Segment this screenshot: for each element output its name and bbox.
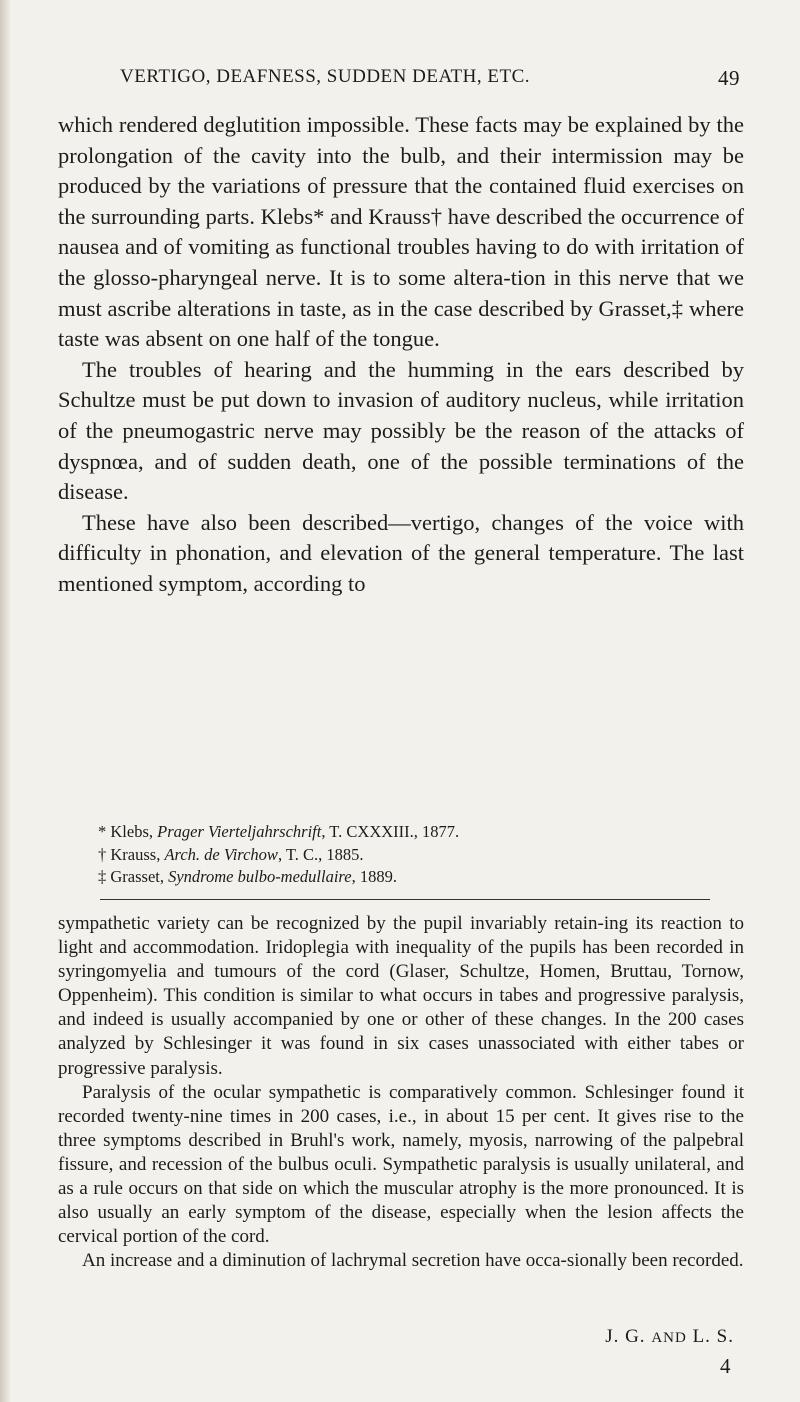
main-text — [58, 110, 744, 600]
paragraph-ocular-sympathetic: Paralysis of the ocular sympathetic is comparatively common. Schlesinger found it recorded twenty-nine times in 200 cases, i.e., in about 15 per cent. It gives rise to the three symptoms described in Bruhl's work, namely, myosis, narrowing of the palpebral fissure, and recession of the bulbus oculi. Sympathetic paralysis is usually unilateral, and as a rule occurs on that side on which the muscular atrophy is the more pronounced. It is also usually an early symptom of the disease, especially when the lesion affects the cervical portion of the cord. — [58, 1081, 744, 1248]
footnote: † Krauss, Arch. de Virchow, T. C., 1885. — [98, 844, 364, 864]
sheet-signature-mark: 4 — [720, 1354, 731, 1378]
footnotes — [58, 821, 744, 889]
author-initials: J. G. AND L. S. — [605, 1326, 734, 1347]
page-number: 49 — [718, 66, 740, 90]
footnote: ‡ Grasset, Syndrome bulbo-medullaire, 1889. — [98, 867, 397, 886]
running-title: VERTIGO, DEAFNESS, SUDDEN DEATH, ETC. — [120, 66, 531, 87]
inserted-text — [58, 912, 744, 1273]
running-header — [120, 66, 740, 96]
paragraph-sympathetic-variety: sympathetic variety can be recognized by the pupil invariably retain-ing its reaction to light and accommodation. Iridoplegia with inequality of the pupils has been recorded in syringomyelia and tumours of the cord (Glaser, Schultze, Homen, Bruttau, Tornow, Oppenheim). This condition is similar to what occurs in tabes and progressive paralysis, and indeed is usually accompanied by one or other of these changes. In the 200 cases analyzed by Schlesinger it was found in six cases unassociated with either tabes or progressive paralysis. — [58, 913, 744, 1079]
footnote: * Klebs, Prager Vierteljahrschrift, T. CXXXIII., 1877. — [98, 822, 460, 841]
section-divider — [100, 899, 710, 900]
paragraph-hearing: The troubles of hearing and the humming in the ears described by Schultze must be put down to invasion of auditory nucleus, while irritation of the pneumogastric nerve may possibly be the reason of the attacks of dyspnœa, and of sudden death, one of the possible terminations of the disease. — [58, 356, 744, 505]
paragraph-lachrymal: An increase and a diminution of lachrymal secretion have occa-sionally been recorded. — [82, 1250, 744, 1272]
paragraph-deglutition: which rendered deglutition impossible. These facts may be explained by the prolongation of the cavity into the bulb, and their intermission may be produced by the variations of pressure that the contained fluid exercises on the surrounding parts. Klebs* and Krauss† have described the occurrence of nausea and of vomiting as functional troubles having to do with irritation of the glosso-pharyngeal nerve. It is to some altera-tion in this nerve that we must ascribe alterations in taste, as in the case described by Grasset,‡ where taste was absent on one half of the tongue. — [58, 112, 744, 352]
paragraph-vertigo: These have also been described—vertigo, changes of the voice with difficulty in phonation, and elevation of the general temperature. The last mentioned symptom, according to — [58, 509, 744, 596]
page-gutter — [0, 0, 10, 1402]
